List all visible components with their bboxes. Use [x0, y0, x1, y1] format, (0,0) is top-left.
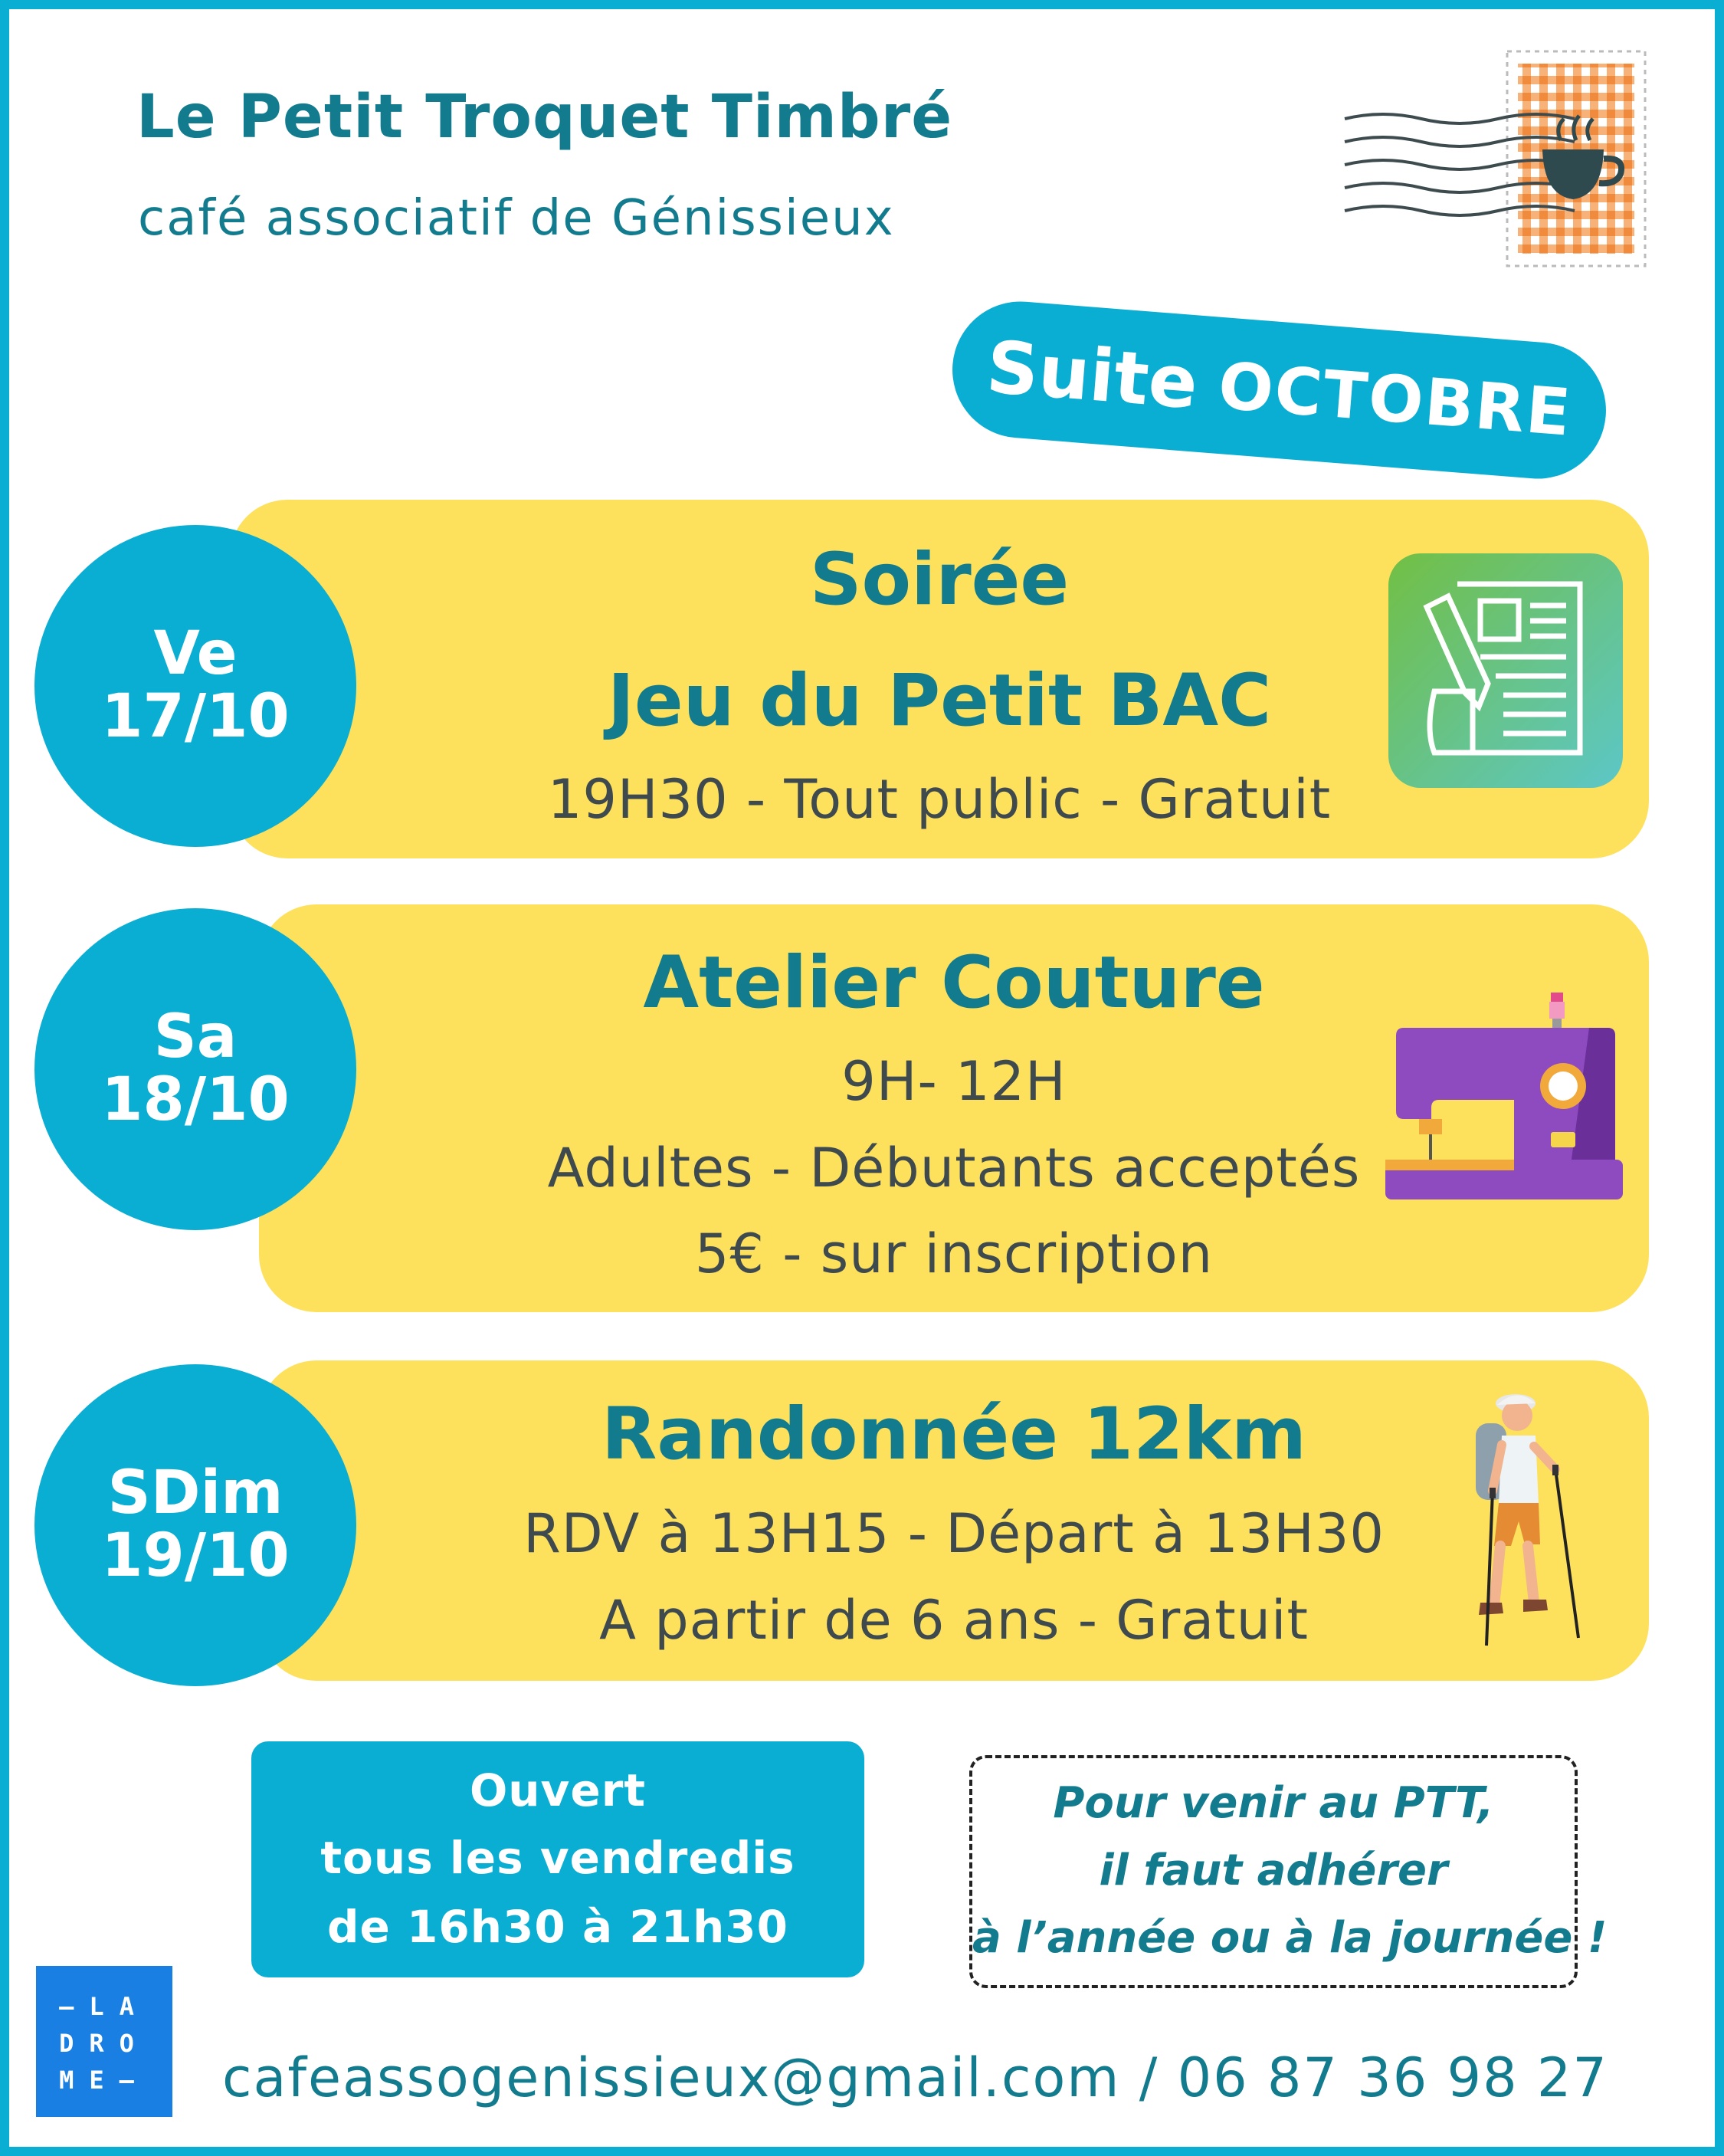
event-title: Atelier Couture — [643, 941, 1265, 1025]
newspaper-pencil-icon — [1388, 553, 1623, 788]
event-details-line: 5€ - sur inscription — [694, 1222, 1214, 1285]
event-details-line: Adultes - Débutants acceptés — [547, 1137, 1361, 1199]
event-date-circle — [34, 908, 356, 1230]
event-date-circle — [34, 1364, 356, 1686]
opening-hours-box — [251, 1741, 864, 1977]
event-title: Randonnée 12km — [601, 1393, 1306, 1476]
event-title-line1: Soirée — [809, 538, 1070, 622]
logo-row: –LA — [59, 1992, 149, 2021]
contact-line: cafeassogenissieux@gmail.com / 06 87 36 98 27 — [222, 2046, 1608, 2109]
opening-line1: Ouvert — [469, 1764, 647, 1816]
badge-word-suite: Suite — [983, 325, 1201, 425]
postage-stamp-icon — [1337, 42, 1659, 280]
logo-row: ME– — [59, 2066, 149, 2095]
event-day: Sa — [153, 1003, 238, 1072]
membership-box — [969, 1755, 1608, 1988]
event-date: 18/10 — [101, 1065, 290, 1134]
opening-line2: tous les vendredis — [320, 1832, 795, 1884]
event-date: 19/10 — [101, 1521, 290, 1590]
hiker-icon — [1440, 1376, 1617, 1659]
event-date-circle — [34, 525, 356, 847]
event-details-line: 19H30 - Tout public - Gratuit — [547, 768, 1332, 831]
event-details-line: RDV à 13H15 - Départ à 13H30 — [523, 1502, 1385, 1565]
sewing-machine-icon — [1385, 985, 1623, 1207]
event-day: Ve — [153, 619, 238, 689]
event-date: 17/10 — [101, 682, 290, 751]
logo-row: DRO — [59, 2029, 149, 2058]
event-day: SDim — [107, 1459, 284, 1528]
event-details-line: 9H- 12H — [841, 1050, 1067, 1113]
event-title-line2: Jeu du Petit BAC — [607, 659, 1272, 743]
la-drome-logo — [36, 1966, 172, 2117]
cafe-title: Le Petit Troquet Timbré — [136, 83, 953, 152]
badge-word-month: OCTOBRE — [1215, 347, 1575, 451]
event-details-line: A partir de 6 ans - Gratuit — [599, 1589, 1309, 1652]
membership-line2: il faut adhérer — [1099, 1846, 1448, 1895]
opening-line3: de 16h30 à 21h30 — [326, 1901, 788, 1953]
membership-line3: à l’année ou à la journée ! — [972, 1913, 1608, 1963]
cafe-subtitle: café associatif de Génissieux — [138, 190, 895, 247]
membership-line1: Pour venir au PTT, — [1053, 1778, 1494, 1828]
